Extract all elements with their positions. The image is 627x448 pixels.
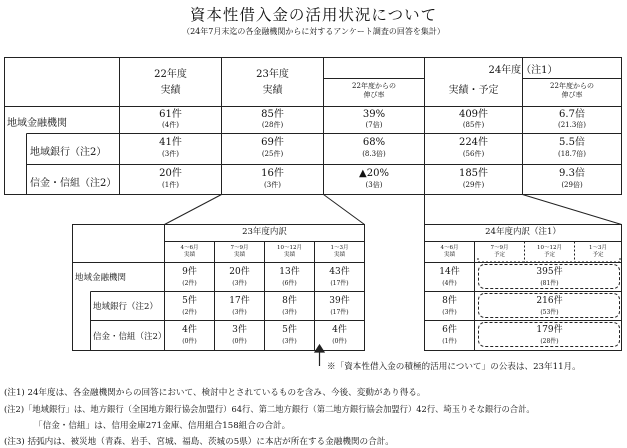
cell-sub: (29件) (462, 181, 485, 189)
cell-forecast: 395件 (536, 267, 563, 277)
cell-sub: (3件) (232, 309, 247, 316)
breakdown23-q1: 4～6月 実績 (180, 245, 199, 258)
cell: 13件 (279, 267, 300, 277)
breakdown23-q3: 10～12月 実績 (277, 245, 302, 258)
header-fy22: 22年度 (154, 69, 187, 80)
breakdown23-title: 23年度内訳 (242, 227, 287, 237)
row-label-regional-banks: 地域銀行（注2） (30, 147, 107, 158)
cell-sub: (4件) (162, 121, 179, 129)
breakdown24-title: 24年度内訳（注1） (485, 227, 561, 237)
footnote-2b: 「信金・信組」は、信用金庫271金庫、信用組合158組合の合計。 (34, 421, 291, 431)
cell: 9.3倍 (559, 168, 585, 179)
cell: 20件 (159, 168, 182, 179)
cell-sub: (21.3倍) (557, 121, 587, 129)
cell-sub: (17件) (330, 309, 349, 316)
breakdown24-q1: 4～6月 実績 (440, 245, 459, 258)
cell-sub: (3件) (442, 309, 457, 316)
header-fy23-sub: 実績 (262, 85, 283, 96)
cell-sub: (3件) (162, 150, 179, 158)
cell-sub: (18.7倍) (557, 150, 587, 158)
cell-sub: (2件) (182, 280, 197, 287)
header-fy23: 23年度 (256, 69, 289, 80)
cell-sub: (81件) (540, 280, 559, 287)
cell-sub: (28件) (261, 121, 284, 129)
cell: ▲20% (359, 168, 389, 179)
cell: 6.7倍 (559, 109, 585, 120)
header-fy24: 24年度（注1） (488, 65, 558, 76)
cell: 85件 (261, 109, 284, 120)
cell-sub: (53件) (540, 309, 559, 316)
cell-sub: (3件) (282, 338, 297, 345)
cell: 8件 (442, 296, 457, 306)
cell-sub: (1件) (162, 181, 179, 189)
cell: 5.5倍 (559, 137, 585, 148)
cell: 14件 (439, 267, 460, 277)
cell-sub: (85件) (462, 121, 485, 129)
cell-sub: (29倍) (561, 181, 583, 189)
cell-sub: (17件) (330, 280, 349, 287)
cell: 16件 (261, 168, 284, 179)
breakdown23-row-label: 信金・信組（注2） (93, 332, 167, 342)
breakdown24-q4: 1～3月 予定 (589, 245, 607, 258)
cell: 68% (362, 137, 386, 148)
cell-sub: (3倍) (365, 181, 383, 189)
breakdown23-row-label: 地域金融機関 (75, 273, 127, 283)
cell: 224件 (458, 137, 489, 148)
row-label-regional: 地域金融機関 (7, 118, 67, 129)
breakdown23-q2: 7～9月 実績 (230, 245, 249, 258)
cell: 61件 (159, 109, 182, 120)
page-title: 資本性借入金の活用状況について (189, 6, 438, 24)
cell: 4件 (182, 325, 197, 335)
cell: 185件 (458, 168, 489, 179)
cell-sub: (28件) (540, 338, 559, 345)
cell: 17件 (229, 296, 250, 306)
cell: 409件 (458, 109, 489, 120)
cell: 3件 (232, 325, 247, 335)
cell-sub: (0件) (182, 338, 197, 345)
cell: 4件 (332, 325, 347, 335)
breakdown24-q3: 10～12月 予定 (537, 245, 562, 258)
cell-sub: (1件) (442, 338, 457, 345)
cell: 6件 (442, 325, 457, 335)
cell: 69件 (261, 137, 284, 148)
cell: 43件 (329, 267, 350, 277)
cell-forecast: 179件 (536, 325, 563, 335)
footnote-2: (注2)「地域銀行」は、地方銀行（全国地方銀行協会加盟行）64行、第二地方銀行（第二地方銀行協会加盟行）42行、埼玉りそな銀行の合計。 (4, 404, 535, 414)
cell-sub: (7倍) (365, 121, 383, 129)
breakdown23-row-label: 地域銀行（注2） (93, 302, 158, 312)
announcement-note: ※「資本性借入金の積極的活用について」の公表は、23年11月。 (327, 362, 581, 372)
cell: 39件 (329, 296, 350, 306)
breakdown23-q4: 1～3月 実績 (330, 245, 349, 258)
cell: 5件 (282, 325, 297, 335)
cell-sub: (3件) (264, 181, 281, 189)
cell-sub: (56件) (462, 150, 485, 158)
header-fy22-sub: 実績 (160, 85, 181, 96)
cell: 8件 (282, 296, 297, 306)
header-fy23-growth: 22年度からの 伸び率 (352, 82, 396, 99)
cell: 9件 (182, 267, 197, 277)
footnote-3: (注3) 括弧内は、被災地（青森、岩手、宮城、福島、茨城の5県）に本店が所在する金融機関の合計。 (4, 437, 394, 447)
header-fy24-growth: 22年度からの 伸び率 (550, 82, 594, 99)
footnote-1: (注1) 24年度は、各金融機関からの回答において、検討中とされているものを含み、今後、変動があり得る。 (4, 388, 426, 398)
cell-sub: (2件) (182, 309, 197, 316)
cell: 5件 (182, 296, 197, 306)
header-fy24-sub: 実績・予定 (448, 85, 499, 96)
cell-sub: (6件) (282, 280, 297, 287)
row-label-shinkin: 信金・信組（注2） (30, 178, 117, 189)
cell: 20件 (229, 267, 250, 277)
cell-sub: (0件) (232, 338, 247, 345)
cell-forecast: 216件 (536, 296, 563, 306)
cell-sub: (3件) (282, 309, 297, 316)
cell-sub: (0件) (332, 338, 347, 345)
cell: 39% (362, 109, 386, 120)
page-subtitle: （24年7月末迄の各金融機関からに対するアンケート調査の回答を集計） (182, 27, 445, 36)
cell-sub: (4件) (442, 280, 457, 287)
cell-sub: (8.3倍) (362, 150, 386, 158)
cell-sub: (3件) (232, 280, 247, 287)
cell-sub: (25件) (261, 150, 284, 158)
breakdown24-q2: 7～9月 予定 (490, 245, 509, 258)
cell: 41件 (159, 137, 182, 148)
